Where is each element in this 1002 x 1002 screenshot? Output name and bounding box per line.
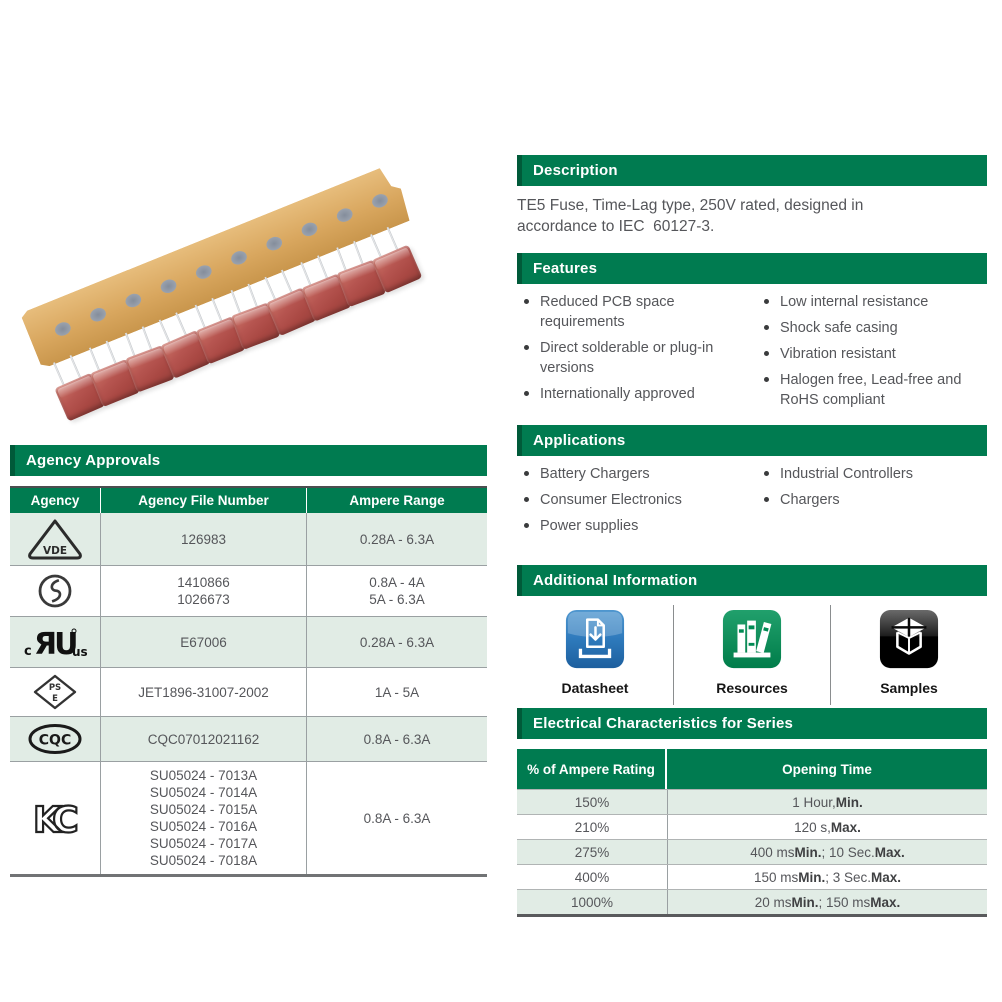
bullet-item xyxy=(757,344,987,364)
agency-logo-cell xyxy=(10,566,100,616)
description-text: TE5 Fuse, Time-Lag type, 250V rated, designed in accordance to IEC 60127-3. xyxy=(517,197,868,235)
bullet-text: Internationally approved xyxy=(540,386,695,402)
fuse-lead xyxy=(142,326,153,351)
bullet-item xyxy=(517,516,757,536)
electrical-table-row xyxy=(517,839,987,864)
bullet-icon xyxy=(764,471,769,476)
fuse-lead xyxy=(106,341,118,366)
bullet-icon xyxy=(764,497,769,502)
fuse-lead xyxy=(317,255,329,280)
svg-text:E: E xyxy=(52,694,58,704)
bullet-item xyxy=(757,464,987,484)
fuse-lead xyxy=(211,298,223,323)
agency-file-number-cell: CQC07012021162 xyxy=(100,717,306,761)
bullet-item xyxy=(517,338,757,378)
bullet-icon xyxy=(764,351,769,356)
fuse-lead xyxy=(195,305,207,330)
agency-approvals-header: Agency Approvals xyxy=(10,445,487,476)
svg-text:PS: PS xyxy=(48,683,62,693)
opening-time-cell: 20 ms Min. ; 150 ms Max. xyxy=(667,890,987,914)
description-header: Description xyxy=(517,155,987,186)
vde-logo-icon xyxy=(25,518,85,560)
percent-rating-cell: 150% xyxy=(574,794,610,810)
opening-time-cell: 1 Hour, Min. xyxy=(667,790,987,814)
ampere-range-cell: 1A - 5A xyxy=(306,668,487,716)
electrical-table-row xyxy=(517,814,987,839)
bullet-icon xyxy=(764,299,769,304)
fuse-lead xyxy=(159,319,171,344)
bullet-icon xyxy=(764,325,769,330)
bullet-text: Low internal resistance xyxy=(780,294,929,310)
electrical-table-header-row xyxy=(517,749,987,789)
bullet-text: Consumer Electronics xyxy=(540,492,682,508)
electrical-table-row xyxy=(517,889,987,914)
agency-table-row xyxy=(10,616,487,667)
col-header-percent-ampere-rating: % of Ampere Rating xyxy=(517,749,667,789)
agency-file-number-cell: JET1896-31007-2002 xyxy=(100,668,306,716)
resources-card[interactable] xyxy=(674,603,830,709)
additional-information-header: Additional Information xyxy=(517,565,987,596)
agency-file-number-cell: E67006 xyxy=(100,617,306,667)
agency-logo-cell xyxy=(10,668,100,716)
agency-logo-cell xyxy=(10,513,100,565)
svg-text:VDE: VDE xyxy=(42,545,68,557)
electrical-table-row xyxy=(517,789,987,814)
opening-time-cell: 400 ms Min. ; 10 Sec. Max. xyxy=(667,840,987,864)
bullet-item xyxy=(517,292,757,332)
bullet-text: Direct solderable or plug-in versions xyxy=(540,340,714,376)
bullet-icon xyxy=(764,377,769,382)
col-header-agency: Agency xyxy=(30,493,80,508)
applications-header: Applications xyxy=(517,425,987,456)
agency-table-row xyxy=(10,667,487,716)
fuse-lead xyxy=(247,284,258,309)
percent-rating-cell: 1000% xyxy=(570,894,614,910)
percent-rating-cell: 275% xyxy=(574,844,610,860)
card-label: Samples xyxy=(880,680,938,696)
ampere-range-cell: 0.8A - 4A 5A - 6.3A xyxy=(306,566,487,616)
opening-time-cell: 120 s, Max. xyxy=(667,815,987,839)
pse-logo-icon xyxy=(32,673,78,711)
electrical-table-row xyxy=(517,864,987,889)
opening-time-cell: 150 ms Min. ; 3 Sec. Max. xyxy=(667,865,987,889)
bullet-icon xyxy=(524,471,529,476)
percent-rating-cell: 400% xyxy=(574,869,610,885)
agency-table-row xyxy=(10,513,487,565)
svg-text:KC: KC xyxy=(33,800,72,839)
fuse-lead xyxy=(125,333,136,358)
card-label: Resources xyxy=(716,680,788,696)
cul-us-logo-icon xyxy=(22,622,88,662)
kc-logo-icon xyxy=(29,797,81,839)
fuse-lead xyxy=(336,247,347,272)
bullet-icon xyxy=(524,391,529,396)
fuse-tape-assembly xyxy=(20,164,447,453)
bullet-item xyxy=(757,370,987,410)
resources-books-icon xyxy=(721,608,783,670)
bullet-icon xyxy=(524,497,529,502)
electrical-characteristics-table xyxy=(517,749,987,917)
bullet-text: Industrial Controllers xyxy=(780,466,913,482)
fuse-lead xyxy=(370,234,382,259)
bullet-item xyxy=(517,490,757,510)
bullet-text: Shock safe casing xyxy=(780,320,898,336)
cqc-logo-icon xyxy=(27,722,83,756)
bullet-text: Power supplies xyxy=(540,518,639,534)
bullet-item xyxy=(757,318,987,338)
percent-rating-cell: 210% xyxy=(574,819,610,835)
agency-table-row xyxy=(10,565,487,616)
svg-text:us: us xyxy=(72,645,88,659)
col-header-ampere-range: Ampere Range xyxy=(306,488,487,513)
svg-text:CQC: CQC xyxy=(38,732,72,749)
samples-card[interactable] xyxy=(831,603,987,709)
fuse-lead xyxy=(231,290,242,315)
s-mark-logo-icon xyxy=(35,571,75,611)
fuse-lead xyxy=(353,241,364,266)
fuse-lead xyxy=(89,347,101,372)
ampere-range-cell: 0.28A - 6.3A xyxy=(306,513,487,565)
datasheet-download-icon xyxy=(564,608,626,670)
agency-logo-cell xyxy=(10,717,100,761)
agency-file-number-cell: 1410866 1026673 xyxy=(100,566,306,616)
fuse-lead xyxy=(264,277,276,302)
ampere-range-cell: 0.8A - 6.3A xyxy=(306,762,487,874)
bullet-icon xyxy=(524,299,529,304)
col-header-opening-time: Opening Time xyxy=(667,749,987,789)
bullet-item xyxy=(517,464,757,484)
bullet-text: Halogen free, Lead-free and RoHS compliant xyxy=(780,372,962,408)
features-header: Features xyxy=(517,253,987,284)
agency-logo-cell xyxy=(10,617,100,667)
fuse-lead xyxy=(70,355,82,380)
samples-open-box-icon xyxy=(878,608,940,670)
card-label: Datasheet xyxy=(561,680,629,696)
bullet-text: Battery Chargers xyxy=(540,466,650,482)
agency-table-row xyxy=(10,761,487,874)
bullet-icon xyxy=(524,523,529,528)
bullet-icon xyxy=(524,345,529,350)
agency-table-row xyxy=(10,716,487,761)
agency-file-number-cell: 126983 xyxy=(100,513,306,565)
fuse-lead xyxy=(175,312,187,337)
svg-text:c: c xyxy=(24,644,32,659)
col-header-file-number: Agency File Number xyxy=(100,488,306,513)
fuse-lead xyxy=(387,227,399,252)
bullet-item xyxy=(757,490,987,510)
fuse-lead xyxy=(300,262,312,287)
agency-file-number-cell: SU05024 - 7013A SU05024 - 7014A SU05024 - 7015A SU05024 - 7016A SU05024 - 7017A SU05024 - 7018A xyxy=(100,762,306,874)
bullet-text: Chargers xyxy=(780,492,840,508)
ampere-range-cell: 0.28A - 6.3A xyxy=(306,617,487,667)
bullet-item xyxy=(517,384,757,404)
agency-table-header-row xyxy=(10,488,487,513)
datasheet-card[interactable] xyxy=(517,603,673,709)
fuse-lead xyxy=(281,270,293,295)
bullet-text: Reduced PCB space requirements xyxy=(540,294,675,330)
agency-logo-cell xyxy=(10,762,100,874)
ampere-range-cell: 0.8A - 6.3A xyxy=(306,717,487,761)
product-photo xyxy=(30,150,480,420)
bullet-item xyxy=(757,292,987,312)
electrical-characteristics-header: Electrical Characteristics for Series xyxy=(517,708,987,739)
bullet-text: Vibration resistant xyxy=(780,346,896,362)
svg-text:ЯU: ЯU xyxy=(34,627,76,662)
fuse-lead xyxy=(53,362,65,387)
agency-approvals-table xyxy=(10,486,487,877)
